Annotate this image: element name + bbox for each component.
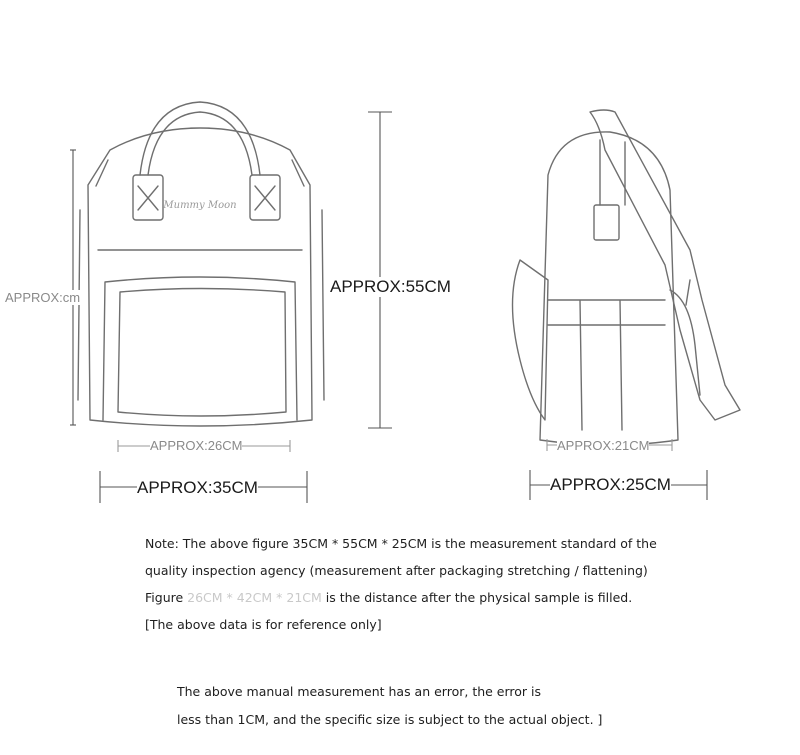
side-view-backpack — [513, 110, 741, 445]
footer-line-2: less than 1CM, and the specific size is subject to the actual object. ] — [177, 712, 603, 727]
side-height-label: APPROX:55CM — [330, 277, 451, 296]
side-outer-depth-label: APPROX:25CM — [550, 475, 671, 494]
front-view-backpack — [78, 102, 324, 426]
note-line-1: Note: The above figure 35CM * 55CM * 25CM is the measurement standard of the — [145, 536, 657, 551]
side-inner-depth-label: APPROX:21CM — [557, 438, 650, 453]
measurement-note — [145, 530, 657, 638]
footer-line-1: The above manual measurement has an error, the error is — [177, 684, 542, 699]
note-line-3 — [145, 584, 657, 611]
front-height-label: APPROX:cm — [5, 290, 81, 305]
front-inner-width-label: APPROX:26CM — [150, 438, 243, 453]
note-filled-dimensions: 26CM * 42CM * 21CM — [187, 590, 322, 605]
error-disclaimer — [177, 678, 602, 734]
note-line-3-prefix: Figure — [145, 590, 188, 605]
note-line-4: [The above data is for reference only] — [145, 617, 382, 632]
note-line-2: quality inspection agency (measurement after packaging stretching / flattening) — [145, 563, 648, 578]
front-outer-width-label: APPROX:35CM — [137, 478, 258, 497]
brand-stitching: Mummy Moon — [163, 200, 237, 211]
note-line-3-suffix: is the distance after the physical sample is filled. — [321, 590, 633, 605]
